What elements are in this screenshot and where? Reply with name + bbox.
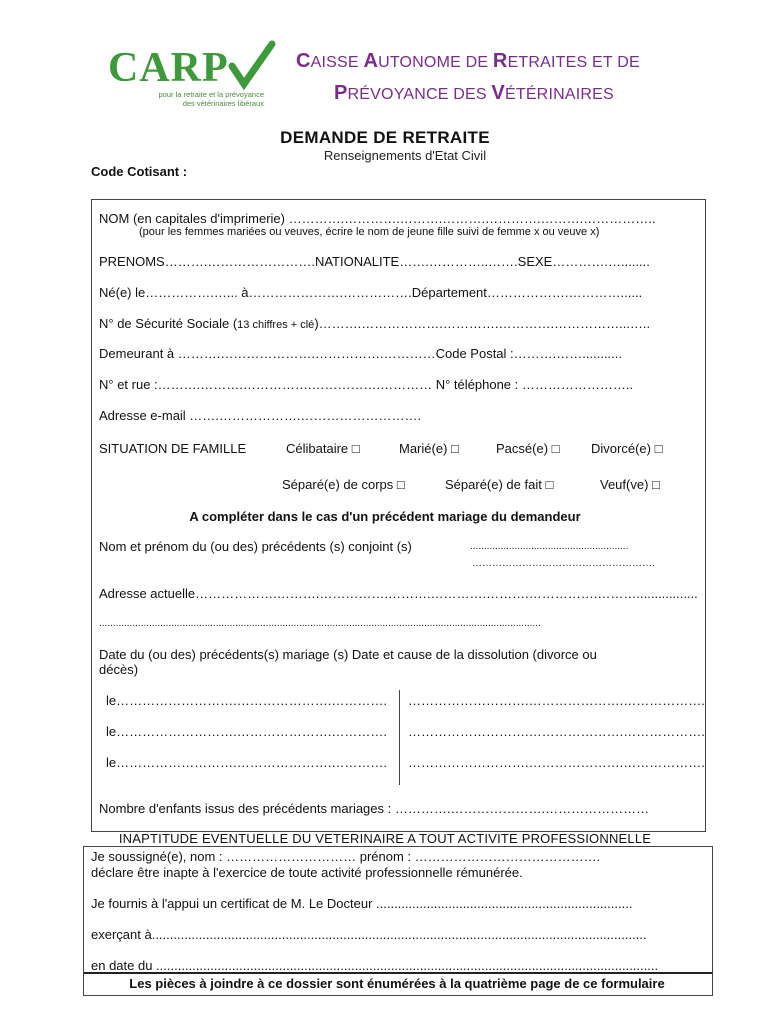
- soussigne-field[interactable]: Je soussigné(e), nom : ………………………… prénom : …………………………………….: [91, 849, 601, 864]
- checkbox-celibataire[interactable]: Célibataire □: [286, 441, 360, 456]
- dissolution-field-3[interactable]: ……………………….………………….……………….: [408, 755, 705, 770]
- footer-note: Les pièces à joindre à ce dossier sont énumérées à la quatrième page de ce formulaire: [129, 976, 665, 991]
- previous-marriage-heading: A compléter dans le cas d'un précédent mariage du demandeur: [189, 509, 581, 524]
- previous-spouse-field-2[interactable]: ……………………………………………….: [472, 558, 655, 569]
- checkbox-separe-corps[interactable]: Séparé(e) de corps □: [282, 477, 405, 492]
- code-cotisant-label: Code Cotisant :: [91, 164, 188, 179]
- prenoms-nationalite-sexe-field[interactable]: PRENOMS……….…………………….NATIONALITE…….…………..…….SEXE………….…........: [99, 254, 650, 269]
- checkbox-divorce[interactable]: Divorcé(e) □: [591, 441, 663, 456]
- date-mariage-label: Date du (ou des) précédents(s) mariage (s) Date et cause de la dissolution (divorce ou: [99, 647, 597, 662]
- mariage-date-field-2[interactable]: le……………………….………………….………….: [106, 724, 387, 739]
- checkbox-veuf[interactable]: Veuf(ve) □: [600, 477, 660, 492]
- dissolution-field-1[interactable]: ……………………….………………….……………….: [408, 693, 705, 708]
- adresse-actuelle-field-2[interactable]: ...............................................................................................................................................................: [99, 618, 541, 629]
- nom-field[interactable]: NOM (en capitales d'imprimerie) ………….………….……….……….………….……….……………..: [99, 211, 656, 226]
- situation-famille-label: SITUATION DE FAMILLE: [99, 441, 247, 456]
- date-certificat-field[interactable]: en date du ...........................................................................................................................................: [91, 958, 659, 973]
- naissance-field[interactable]: Né(e) le…………….…... à………………….…………….Département……………….…………......: [99, 285, 643, 300]
- column-divider: [399, 690, 400, 785]
- previous-spouse-label: Nom et prénom du (ou des) précédents (s) conjoint (s): [99, 539, 412, 554]
- organization-line-1: CAISSE AUTONOME DE RETRAITES ET DE: [296, 50, 640, 72]
- certificat-docteur-field[interactable]: Je fournis à l'appui un certificat de M. Le Docteur .......................................................................: [91, 896, 633, 911]
- logo-tagline-1: pour la retraite et la prévoyance: [158, 90, 264, 99]
- inaptitude-heading: INAPTITUDE EVENTUELLE DU VETERINAIRE A TOUT ACTIVITE PROFESSIONNELLE: [118, 831, 652, 846]
- logo-tagline-2: des vétérinaires libéraux: [182, 99, 264, 108]
- previous-spouse-field-1[interactable]: .........................................................: [470, 541, 629, 552]
- deces-label: décès): [99, 662, 139, 677]
- nombre-enfants-field[interactable]: Nombre d'enfants issus des précédents mariages : ………….………………….……………………: [99, 801, 650, 816]
- nom-hint: (pour les femmes mariées ou veuves, écrire le nom de jeune fille suivi de femme x ou veuve x): [139, 226, 600, 238]
- adresse-actuelle-field[interactable]: Adresse actuelle……………….……….…………….……….………….……….…………….……….................: [99, 586, 698, 601]
- declaration-text: déclare être inapte à l'exercice de toute activité professionnelle rémunérée.: [91, 865, 523, 880]
- page-title: DEMANDE DE RETRAITE: [280, 128, 490, 147]
- rue-telephone-field[interactable]: N° et rue :……….……….…………….…………….………… N° téléphone : ……………………..: [99, 377, 634, 392]
- demeurant-field[interactable]: Demeurant à ……….………………….…………….…………Code Postal :……….……...........: [99, 346, 622, 361]
- carp-logo: CARP: [108, 45, 229, 91]
- exercant-field[interactable]: exerçant à.........................................................................................................................................: [91, 927, 647, 942]
- checkbox-pacse[interactable]: Pacsé(e) □: [496, 441, 560, 456]
- page-subtitle: Renseignements d'Etat Civil: [323, 148, 487, 163]
- mariage-date-field-3[interactable]: le……………………….………………….………….: [106, 755, 387, 770]
- checkbox-marie[interactable]: Marié(e) □: [399, 441, 459, 456]
- logo-tagline: [134, 90, 264, 108]
- checkbox-separe-fait[interactable]: Séparé(e) de fait □: [445, 477, 554, 492]
- dissolution-field-2[interactable]: ……………………….………………….……………….: [408, 724, 705, 739]
- securite-sociale-field[interactable]: N° de Sécurité Sociale (13 chiffres + clé)……….……………….………….………….……………...…..: [99, 316, 651, 331]
- mariage-date-field-1[interactable]: le……………………….………………….………….: [106, 693, 387, 708]
- email-field[interactable]: Adresse e-mail …….……………….……………………….: [99, 408, 422, 423]
- checkmark-logo-icon: [228, 40, 276, 92]
- organization-line-2: PRÉVOYANCE DES VÉTÉRINAIRES: [334, 82, 614, 104]
